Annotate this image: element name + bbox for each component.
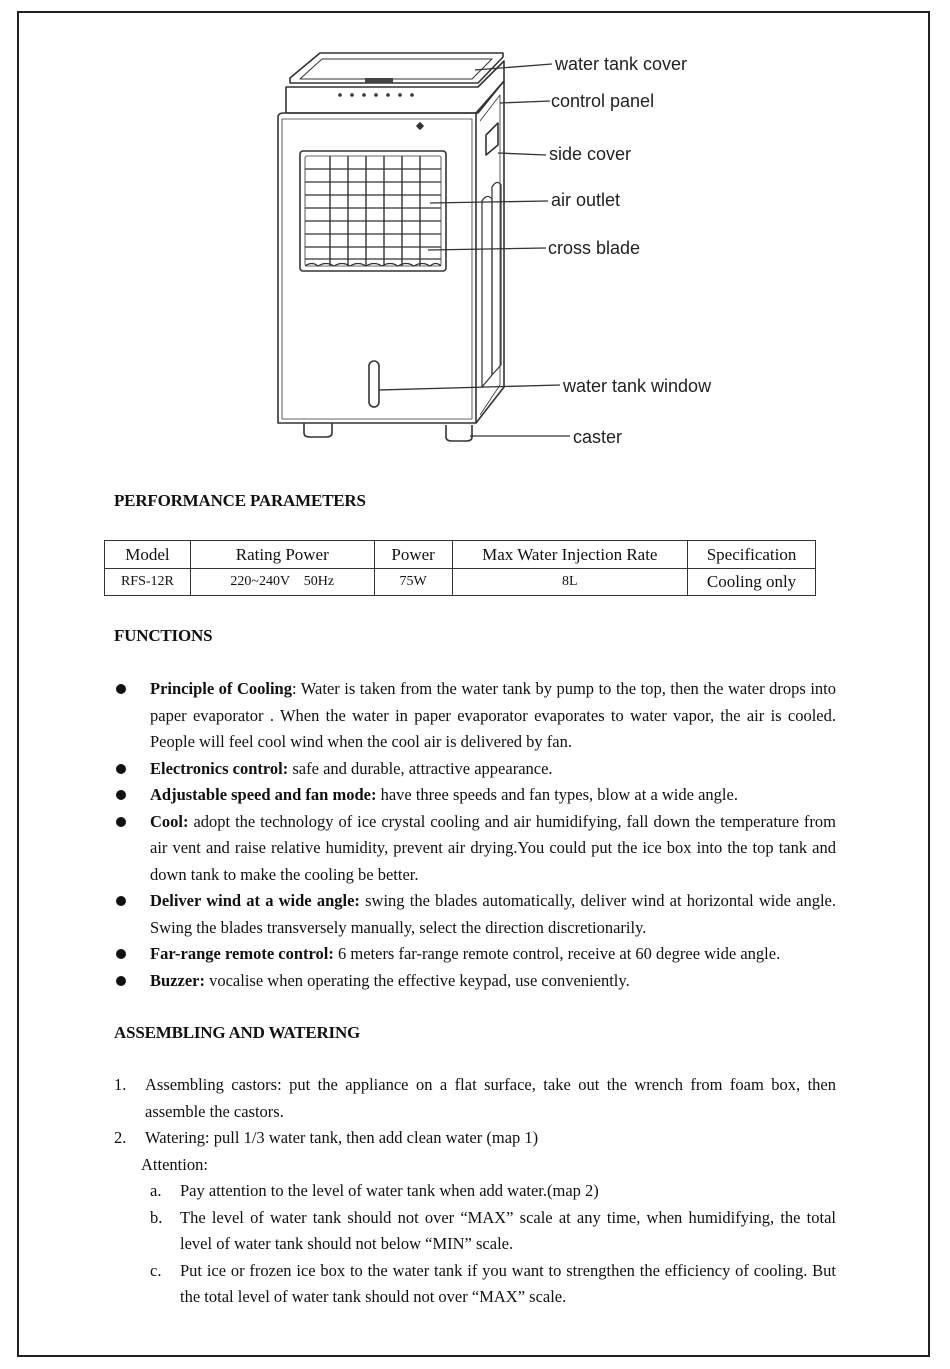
attention-label: Attention: (141, 1154, 208, 1174)
item-title: Deliver wind at a wide angle: (150, 891, 360, 910)
bullet-icon (116, 896, 126, 906)
bullet-icon (116, 976, 126, 986)
header-rating-power: Rating Power (190, 541, 374, 569)
item-text: adopt the technology of ice crystal cooling and air humidifying, fall down the temperature from air vent and raise relative humidity, prevent air drying.You could put the ice box into the top tank and down tank to make the cooling be better. (150, 811, 836, 884)
table-row (105, 569, 816, 596)
bullet-icon (116, 949, 126, 959)
cell-power: 75W (374, 569, 452, 596)
step-number: 2. (114, 1128, 127, 1147)
header-power: Power (374, 541, 452, 569)
sub-letter: b. (150, 1207, 163, 1227)
assembling-heading: ASSEMBLING AND WATERING (114, 1023, 361, 1042)
sub-letter: c. (150, 1260, 162, 1280)
item-text: : Water is taken from the water tank by pump to the top, then the water drops into paper evaporator . When the water in paper evaporator evaporates to water vapor, the air is cooled. People will feel cool wind when the cool air is delivered by fan. (150, 679, 836, 751)
functions-list (114, 676, 836, 994)
item-title: Far-range remote control: (150, 944, 334, 963)
item-title: Cool: (150, 811, 189, 831)
label-water-tank-cover: water tank cover (555, 54, 688, 74)
list-item (114, 782, 836, 809)
table-header-row (105, 541, 816, 569)
sub-item (114, 1205, 836, 1258)
bullet-icon (116, 684, 126, 694)
list-item (114, 941, 836, 968)
performance-table (104, 540, 816, 596)
list-item (114, 676, 836, 756)
header-specification: Specification (688, 541, 816, 569)
sub-item (114, 1178, 836, 1205)
item-text: vocalise when operating the effective keypad, use conveniently. (204, 970, 630, 990)
label-caster: caster (573, 427, 623, 447)
water-tank-window-shape (369, 361, 379, 407)
label-water-tank-window: water tank window (563, 376, 712, 396)
step-text: Assembling castors: put the appliance on a flat surface, take out the wrench from foam box, then assemble the castors. (145, 1075, 836, 1121)
performance-heading: PERFORMANCE PARAMETERS (114, 491, 366, 510)
item-title: Adjustable speed and fan mode: (150, 785, 377, 804)
label-side-cover: side cover (549, 144, 632, 164)
step-item (114, 1125, 836, 1152)
item-text: swing the blades automatically, deliver wind at horizontal wide angle. Swing the blades transversely manually, select the direction discretionarily. (150, 891, 836, 937)
caster-left (304, 423, 332, 437)
list-item (114, 888, 836, 941)
cell-max-water-rate: 8L (452, 569, 688, 596)
cell-rating-power: 220~240V 50Hz (190, 569, 374, 596)
list-item (114, 968, 836, 995)
sub-text: Pay attention to the level of water tank when add water.(map 2) (180, 1181, 599, 1200)
sub-text: The level of water tank should not over “MAX” scale at any time, when humidifying, the total level of water tank should not below “MIN” scale. (180, 1207, 836, 1253)
step-number: 1. (114, 1075, 127, 1094)
item-title: Buzzer: (150, 970, 205, 990)
label-cross-blade: cross blade (548, 238, 641, 258)
label-air-outlet: air outlet (551, 190, 621, 210)
sub-text: Put ice or frozen ice box to the water tank if you want to strengthen the efficiency of cooling. But the total level of water tank should not over “MAX” scale. (180, 1260, 836, 1306)
header-max-water-rate: Max Water Injection Rate (452, 541, 688, 569)
item-text: safe and durable, attractive appearance. (288, 758, 553, 778)
label-control-panel: control panel (551, 91, 655, 111)
control-panel-shape (286, 61, 504, 113)
bullet-icon (116, 764, 126, 774)
list-item (114, 756, 836, 783)
air-cooler-diagram (260, 35, 740, 455)
item-title: Principle of Cooling (150, 679, 292, 698)
assembling-steps (114, 1072, 836, 1311)
caster-right (446, 425, 472, 441)
sub-letter: a. (150, 1181, 162, 1200)
item-text: 6 meters far-range remote control, receive at 60 degree wide angle. (333, 944, 781, 963)
item-text: have three speeds and fan types, blow at a wide angle. (376, 785, 738, 804)
bullet-icon (116, 817, 126, 827)
side-cover-shape (486, 123, 498, 155)
cell-specification: Cooling only (688, 569, 816, 596)
header-model: Model (105, 541, 191, 569)
list-item (114, 809, 836, 889)
cell-model: RFS-12R (105, 569, 191, 596)
functions-heading: FUNCTIONS (114, 626, 213, 645)
step-item (114, 1072, 836, 1125)
bullet-icon (116, 790, 126, 800)
step-text: Watering: pull 1/3 water tank, then add clean water (map 1) (145, 1128, 539, 1147)
item-title: Electronics control: (150, 758, 289, 778)
sub-item (114, 1258, 836, 1311)
